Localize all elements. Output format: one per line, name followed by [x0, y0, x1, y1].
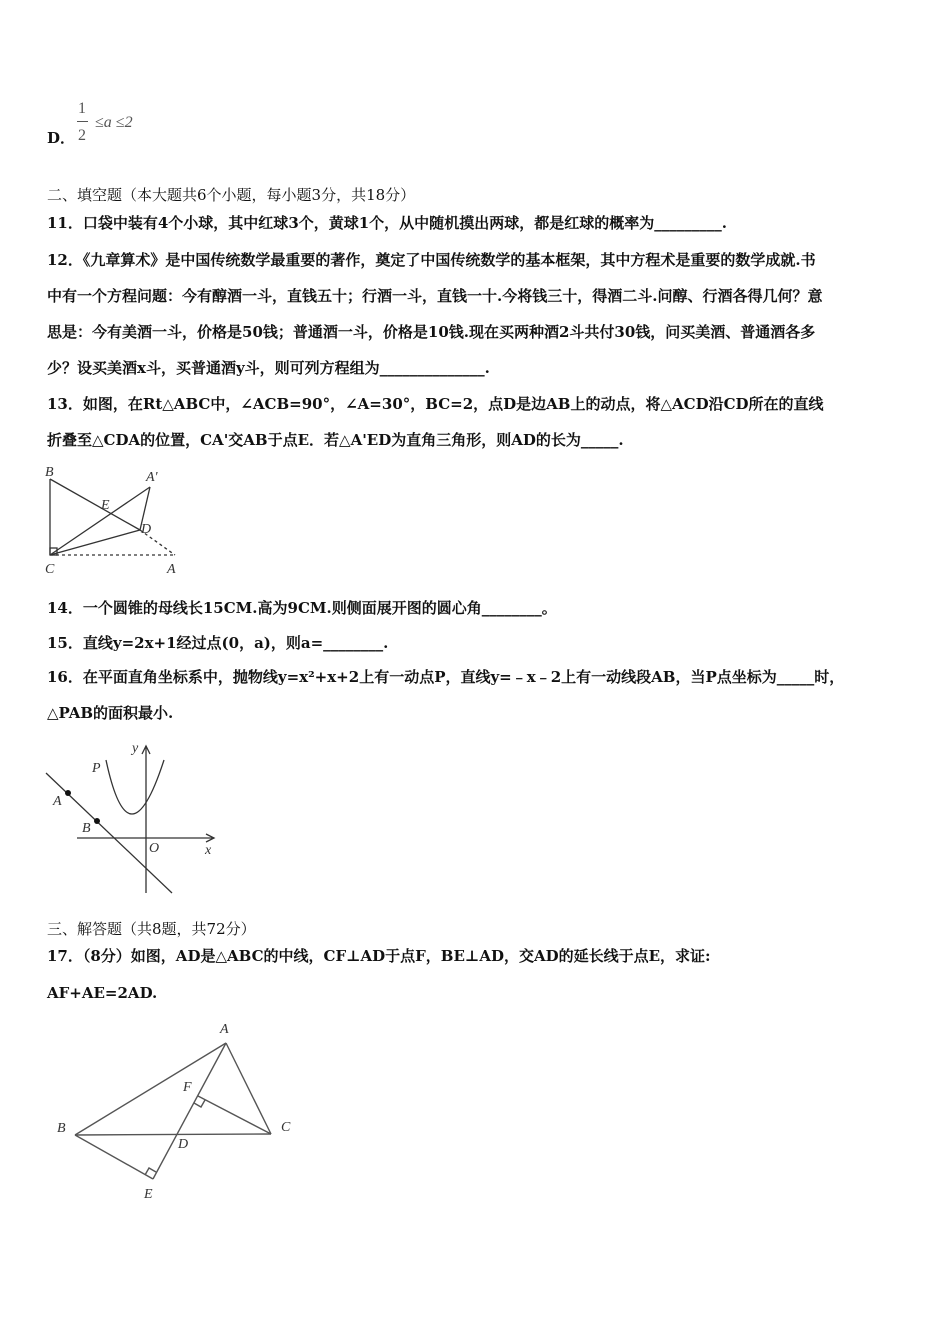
fraction-bar [77, 121, 88, 122]
line-ab [46, 773, 172, 893]
line-cf [198, 1096, 271, 1134]
right-angle-e [145, 1168, 156, 1175]
option-d-label: D． [47, 129, 76, 147]
section-3-title: 三、解答题（共8题，共72分） [47, 920, 256, 938]
line-ca-prime [50, 487, 150, 555]
label-e: E [144, 1187, 153, 1202]
side-bc [75, 1134, 271, 1135]
fraction-denominator: 2 [78, 127, 86, 144]
label-a: A [53, 794, 62, 809]
question-11: 11．口袋中装有4个小球，其中红球3个，黄球1个，从中随机摸出两球，都是红球的概率为_________. [47, 214, 727, 232]
fraction-numerator: 1 [78, 100, 86, 117]
inequality-rest: ≤a ≤2 [95, 114, 133, 131]
question-15: 15．直线y=2x+1经过点(0，a)，则a=________. [47, 634, 389, 652]
figure-13 [40, 463, 180, 578]
question-12-line-2: 中有一个方程问题：今有醇酒一斗，直钱五十；行酒一斗，直钱一十.今将钱三十，得酒二斗.问醇、行酒各得几何？意 [47, 287, 823, 305]
line-cd [50, 530, 140, 555]
label-c: C [281, 1120, 291, 1135]
label-c: C [45, 562, 55, 577]
label-a-prime: A' [146, 470, 158, 485]
label-d: D [178, 1137, 189, 1152]
right-angle-f [194, 1100, 205, 1107]
label-a: A [167, 562, 176, 577]
label-e: E [101, 498, 110, 513]
side-ba [75, 1043, 226, 1135]
question-16-line-2: △PAB的面积最小. [47, 704, 174, 722]
point-b [94, 818, 100, 824]
question-16-line-1: 16．在平面直角坐标系中，抛物线y=x²+x+2上有一动点P，直线y=﹣x﹣2上有一动线段AB，当P点坐标为_____时， [47, 668, 845, 686]
section-2-title: 二、填空题（本大题共6个小题，每小题3分，共18分） [47, 186, 416, 204]
label-b: B [45, 465, 54, 480]
parabola [106, 760, 164, 814]
question-13-line-2: 折叠至△CDA的位置，CA'交AB于点E．若△A'ED为直角三角形，则AD的长为_____. [47, 431, 624, 449]
question-17-line-1: 17．（8分）如图，AD是△ABC的中线，CF⊥AD于点F，BE⊥AD，交AD的延长线于点E，求证: [47, 947, 711, 965]
label-o: O [149, 841, 160, 856]
question-12-line-1: 12．《九章算术》是中国传统数学最重要的著作，奠定了中国传统数学的基本框架，其中方程术是重要的数学成就.书 [47, 251, 816, 269]
question-12-line-3: 思是：今有美酒一斗，价格是50钱；普通酒一斗，价格是10钱.现在买两种酒2斗共付30钱，问买美酒、普通酒各多 [47, 323, 816, 341]
figure-16 [42, 738, 222, 898]
label-b: B [57, 1121, 66, 1136]
line-bd [50, 479, 140, 530]
label-b: B [82, 821, 91, 836]
label-f: F [183, 1080, 192, 1095]
question-17-line-2: AF+AE=2AD. [47, 984, 158, 1002]
line-ae [153, 1043, 226, 1179]
label-y: y [132, 741, 139, 756]
side-ac [226, 1043, 271, 1134]
line-be [75, 1135, 153, 1179]
question-13-line-1: 13．如图，在Rt△ABC中，∠ACB=90°，∠A=30°，BC=2，点D是边AB上的动点，将△ACD沿CD所在的直线 [47, 395, 824, 413]
label-x: x [205, 843, 212, 858]
question-12-line-4: 少？设买美酒x斗，买普通酒y斗，则可列方程组为______________. [47, 359, 490, 377]
figure-17 [50, 1018, 300, 1203]
label-p: P [92, 761, 101, 776]
question-14: 14．一个圆锥的母线长15CM.高为9CM.则侧面展开图的圆心角________。 [47, 599, 557, 617]
point-a [65, 790, 71, 796]
label-a: A [220, 1022, 229, 1037]
label-d: D [141, 522, 152, 537]
